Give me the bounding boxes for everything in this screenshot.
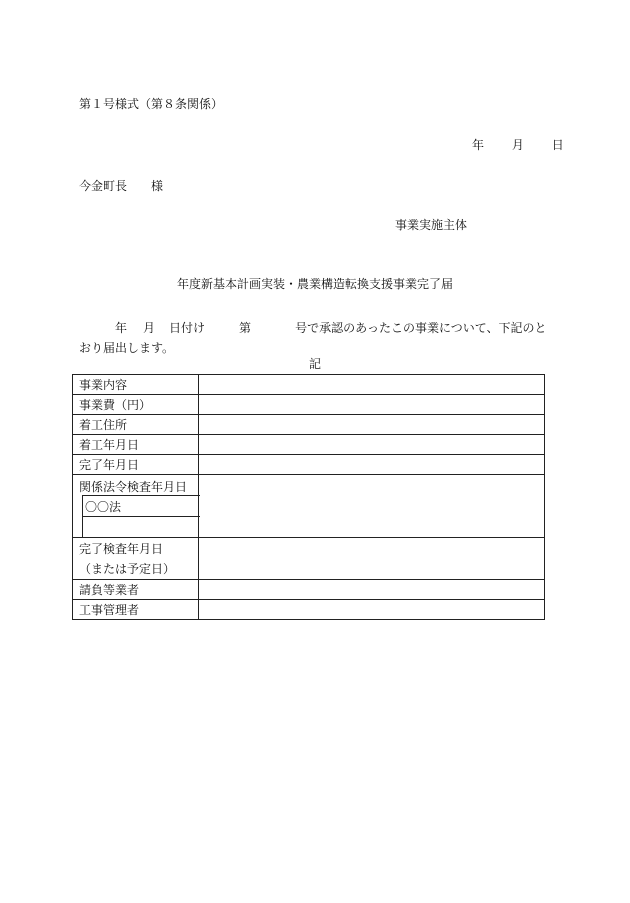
table-row	[73, 415, 545, 435]
row-label-start-date: 着工年月日	[73, 435, 199, 455]
body-text	[79, 318, 549, 358]
regulation-label: 関係法令検査年月日	[79, 480, 188, 494]
project-cost-field[interactable]	[199, 395, 545, 415]
ki-heading: 記	[308, 357, 321, 371]
table-row	[73, 455, 545, 475]
regulation-sub-blank[interactable]	[83, 517, 201, 538]
row-label-regulation-inspection	[73, 475, 199, 538]
completion-inspection-line1: 完了検査年月日	[79, 542, 164, 556]
date-line	[472, 138, 564, 152]
table-row	[73, 580, 545, 600]
completion-inspection-line2: （または予定日）	[79, 562, 176, 576]
regulation-sub-label: 〇〇法	[83, 496, 201, 517]
body-no-prefix: 第	[239, 321, 252, 335]
report-table	[72, 374, 545, 620]
row-label-contractor: 請負等業者	[73, 580, 199, 600]
regulation-subtable	[82, 495, 200, 537]
row-label-site-address: 着工住所	[73, 415, 199, 435]
row-label-project-cost: 事業費（円）	[73, 395, 199, 415]
body-month: 月	[143, 321, 156, 335]
row-label-completion-inspection	[73, 538, 199, 580]
table-row	[73, 435, 545, 455]
document-title: 年度新基本計画実装・農業構造転換支援事業完了届	[176, 277, 453, 291]
contractor-field[interactable]	[199, 580, 545, 600]
row-label-site-manager: 工事管理者	[73, 600, 199, 620]
site-manager-field[interactable]	[199, 600, 545, 620]
implementer-label: 事業実施主体	[395, 218, 468, 232]
regulation-inspection-field[interactable]	[199, 475, 545, 538]
completion-inspection-field[interactable]	[199, 538, 545, 580]
date-month: 月	[511, 138, 524, 152]
body-year: 年	[115, 321, 128, 335]
table-row	[73, 395, 545, 415]
body-rest: 号で承認のあったこの事業について、下記のとおり届出します。	[79, 321, 547, 355]
site-address-field[interactable]	[199, 415, 545, 435]
table-row	[73, 375, 545, 395]
table-row	[73, 475, 545, 538]
start-date-field[interactable]	[199, 435, 545, 455]
addressee: 今金町長 様	[79, 179, 164, 193]
date-year: 年	[472, 138, 485, 152]
date-day: 日	[551, 138, 564, 152]
row-label-project-content: 事業内容	[73, 375, 199, 395]
form-number: 第１号様式（第８条関係）	[79, 97, 224, 111]
completion-date-field[interactable]	[199, 455, 545, 475]
body-dated: 日付け	[169, 321, 206, 335]
row-label-completion-date: 完了年月日	[73, 455, 199, 475]
table-row	[73, 600, 545, 620]
table-row	[73, 538, 545, 580]
project-content-field[interactable]	[199, 375, 545, 395]
